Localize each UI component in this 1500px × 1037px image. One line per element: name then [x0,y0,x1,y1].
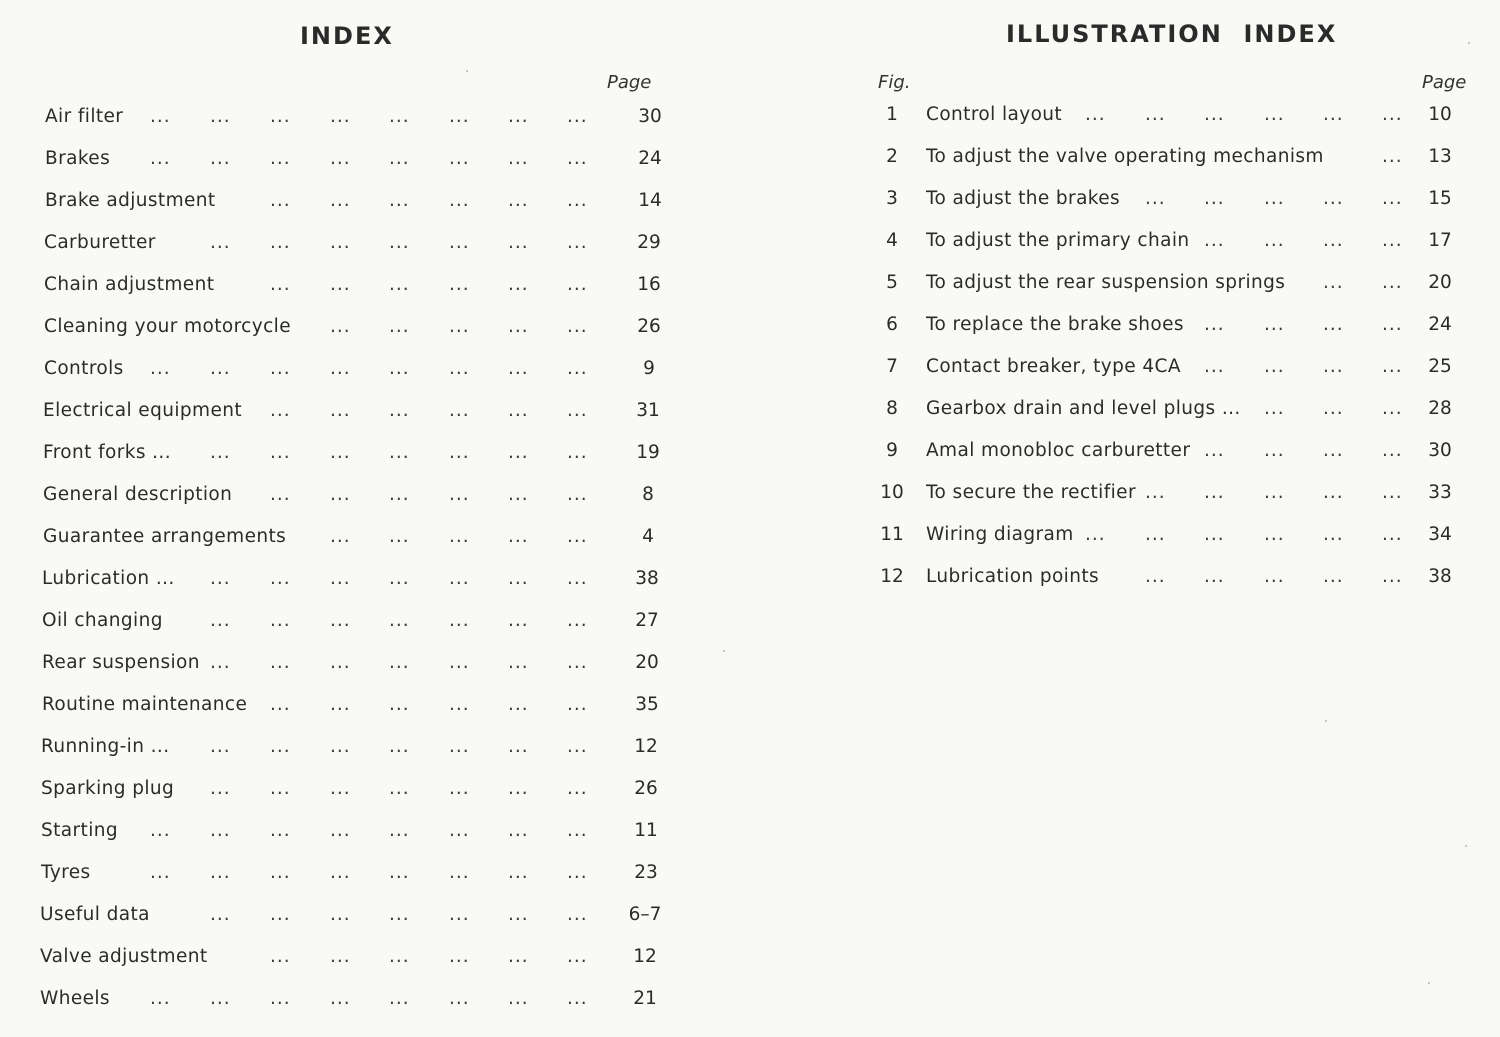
index-entry-page: 26 [634,778,658,799]
index-entry-page: 16 [637,274,661,295]
illustration-page-column-header: Page [1422,72,1467,93]
index-title: INDEX [300,22,394,50]
illustration-fig-number: 9 [886,440,898,461]
illustration-entry-label: To secure the rectifier [926,482,1136,503]
index-entry-label: Routine maintenance [42,694,248,715]
illustration-entry-page: 33 [1428,482,1452,503]
index-entry: Running-in ... ... ... ... ... ... ... ... 12 [41,732,661,762]
index-entry: Controls ... ... ... ... ... ... ... ... 9 [44,354,664,384]
illustration-entry-page: 34 [1428,524,1452,545]
illustration-entry: 5 To adjust the rear suspension springs ... ... 20 [872,268,1482,298]
illustration-entry: 4 To adjust the primary chain ... ... ... ... 17 [872,226,1482,256]
index-entry-label: Brakes [45,148,111,169]
illustration-fig-number: 7 [886,356,898,377]
index-entry: Guarantee arrangements ... ... ... ... ... 4 [43,522,663,552]
index-entry-label: Brake adjustment [45,190,216,211]
fig-column-header: Fig. [878,72,911,93]
illustration-entry: 12 Lubrication points ... ... ... ... ... 38 [872,562,1482,592]
index-entry-page: 20 [635,652,659,673]
index-entry: Starting ... ... ... ... ... ... ... ... 11 [41,816,661,846]
illustration-entry-label: Amal monobloc carburetter [926,440,1191,461]
index-entry: Wheels ... ... ... ... ... ... ... ... 21 [40,984,660,1014]
illustration-fig-number: 3 [886,188,898,209]
illustration-index-title: ILLUSTRATION INDEX [1006,20,1338,48]
illustration-entry-label: Contact breaker, type 4CA [926,356,1181,377]
index-entry: Oil changing ... ... ... ... ... ... ... 27 [42,606,662,636]
illustration-entry-page: 10 [1428,104,1452,125]
illustration-fig-number: 12 [880,566,904,587]
illustration-fig-number: 1 [886,104,898,125]
illustration-entry: 7 Contact breaker, type 4CA ... ... ... ... 25 [872,352,1482,382]
index-entry: Tyres ... ... ... ... ... ... ... ... 23 [41,858,661,888]
index-page [0,0,740,1037]
index-entry: Rear suspension ... ... ... ... ... ... ... 20 [42,648,662,678]
illustration-entry-page: 15 [1428,188,1452,209]
index-entry-page: 12 [634,736,658,757]
index-entry: Electrical equipment ... ... ... ... ... ... 31 [43,396,663,426]
illustration-entry-label: Lubrication points [926,566,1100,587]
illustration-entry-page: 38 [1428,566,1452,587]
illustration-fig-number: 8 [886,398,898,419]
index-entry-page: 23 [634,862,658,883]
index-entry-label: Controls [44,358,124,379]
index-entry-label: Cleaning your motorcycle [44,316,291,337]
index-entry-page: 19 [636,442,660,463]
index-entry-label: Wheels [40,988,110,1009]
paper-speck [1428,982,1430,984]
index-entry-page: 26 [637,316,661,337]
index-entry-label: Starting [41,820,119,841]
index-entry: Brake adjustment ... ... ... ... ... ... 14 [45,186,665,216]
index-entry: Lubrication ... ... ... ... ... ... ... ... 38 [42,564,662,594]
illustration-fig-number: 11 [880,524,904,545]
index-entry-page: 38 [635,568,659,589]
index-entry: Chain adjustment ... ... ... ... ... ... 16 [44,270,664,300]
illustration-entry: 8 Gearbox drain and level plugs ... ... ... ... 28 [872,394,1482,424]
illustration-entry: 3 To adjust the brakes ... ... ... ... ... 15 [872,184,1482,214]
index-entry: General description ... ... ... ... ... ... 8 [43,480,663,510]
paper-speck [723,650,725,652]
paper-speck [1468,42,1470,44]
illustration-fig-number: 6 [886,314,898,335]
index-entry: Sparking plug ... ... ... ... ... ... ... 26 [41,774,661,804]
illustration-entry-label: Gearbox drain and level plugs ... [926,398,1241,419]
index-entry: Useful data ... ... ... ... ... ... ... 6–7 [40,900,660,930]
index-entry-page: 9 [643,358,655,379]
paper-speck [466,70,468,72]
index-entry: Routine maintenance ... ... ... ... ... ... 35 [42,690,662,720]
index-entry-label: Air filter [45,106,124,127]
index-entry-page: 29 [637,232,661,253]
illustration-fig-number: 10 [880,482,904,503]
index-entry-page: 8 [642,484,654,505]
illustration-entry-label: To adjust the brakes [926,188,1121,209]
index-entry-page: 21 [633,988,657,1009]
illustration-entry-label: To adjust the valve operating mechanism [926,146,1324,167]
illustration-entry: 10 To secure the rectifier ... ... ... ... ... 33 [872,478,1482,508]
index-entry-label: Electrical equipment [43,400,243,421]
illustration-entry-page: 20 [1428,272,1452,293]
illustration-entry-page: 17 [1428,230,1452,251]
illustration-entry-page: 24 [1428,314,1452,335]
illustration-entry: 1 Control layout ... ... ... ... ... ... 10 [872,100,1482,130]
illustration-entry: 11 Wiring diagram ... ... ... ... ... ... 34 [872,520,1482,550]
illustration-index-page [740,0,1500,1037]
illustration-fig-number: 5 [886,272,898,293]
illustration-entry-label: To adjust the primary chain [926,230,1190,251]
index-page-column-header: Page [607,72,652,93]
illustration-entry-label: To replace the brake shoes [926,314,1184,335]
index-entry-label: Tyres [41,862,91,883]
index-entry-label: Front forks ... [43,442,171,463]
index-entry: Cleaning your motorcycle ... ... ... ... ... 26 [44,312,664,342]
index-entry-label: Sparking plug [41,778,175,799]
index-entry-label: Carburetter [44,232,156,253]
index-entry: Air filter ... ... ... ... ... ... ... ... 30 [45,102,665,132]
index-entry-page: 24 [638,148,662,169]
index-entry: Carburetter ... ... ... ... ... ... ... 29 [44,228,664,258]
index-entry-page: 27 [635,610,659,631]
illustration-fig-number: 2 [886,146,898,167]
index-entry-page: 6–7 [628,904,662,925]
index-entry-label: Useful data [40,904,150,925]
illustration-entry: 2 To adjust the valve operating mechanism ... 13 [872,142,1482,172]
index-entry-page: 14 [638,190,662,211]
illustration-entry: 6 To replace the brake shoes ... ... ... ... 24 [872,310,1482,340]
illustration-entry-label: Control layout [926,104,1063,125]
illustration-entry-page: 25 [1428,356,1452,377]
illustration-entry-label: Wiring diagram [926,524,1074,545]
illustration-entry-page: 30 [1428,440,1452,461]
index-entry: Brakes ... ... ... ... ... ... ... ... 24 [45,144,665,174]
illustration-entry-label: To adjust the rear suspension springs [926,272,1286,293]
index-entry: Front forks ... ... ... ... ... ... ... ... 19 [43,438,663,468]
index-entry-page: 30 [638,106,662,127]
paper-speck [1325,720,1327,722]
index-entry: Valve adjustment ... ... ... ... ... ... 12 [40,942,660,972]
index-entry-label: Valve adjustment [40,946,208,967]
index-entry-page: 12 [633,946,657,967]
index-entry-label: Guarantee arrangements [43,526,287,547]
index-entry-page: 31 [636,400,660,421]
index-entry-label: Lubrication ... [42,568,175,589]
index-entry-page: 4 [642,526,654,547]
illustration-entry-page: 28 [1428,398,1452,419]
paper-speck [1465,845,1467,847]
illustration-entry: 9 Amal monobloc carburetter ... ... ... ... 30 [872,436,1482,466]
index-entry-label: Running-in ... [41,736,170,757]
index-entry-label: General description [43,484,233,505]
index-entry-label: Oil changing [42,610,163,631]
index-entry-page: 35 [635,694,659,715]
illustration-entry-page: 13 [1428,146,1452,167]
illustration-fig-number: 4 [886,230,898,251]
index-entry-label: Rear suspension [42,652,200,673]
index-entry-label: Chain adjustment [44,274,215,295]
index-entry-page: 11 [634,820,658,841]
